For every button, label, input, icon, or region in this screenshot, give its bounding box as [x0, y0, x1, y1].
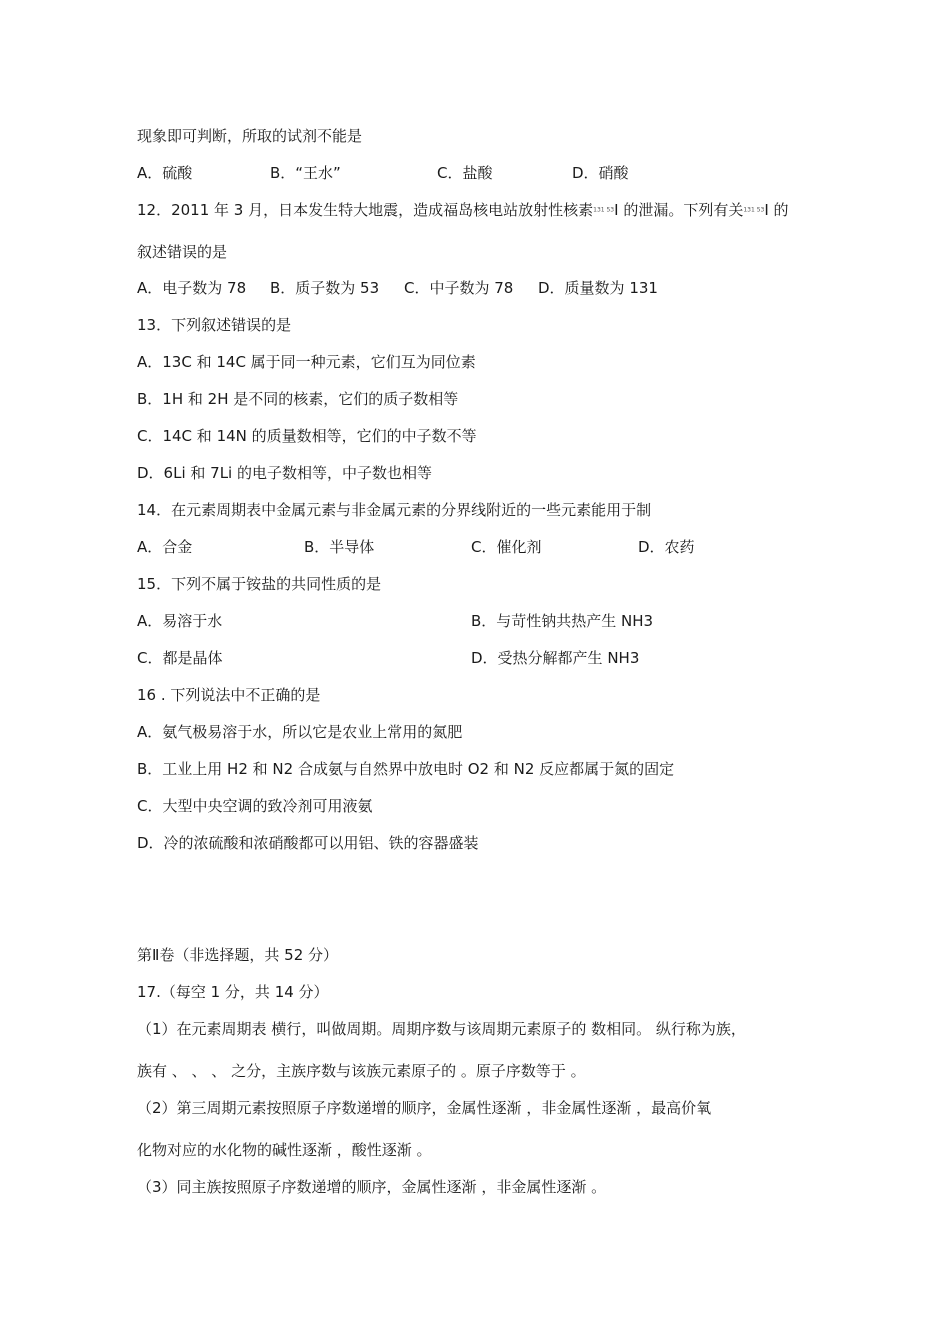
section-2-heading: 第Ⅱ卷（非选择题，共 52 分） — [137, 946, 339, 964]
q11-option-c: C．盐酸 — [437, 164, 493, 182]
q17-part2-line2: 化物对应的水化物的碱性逐渐 ，酸性逐渐 。 — [137, 1141, 432, 1159]
q17-part1-line1: （1）在元素周期表 横行，叫做周期。周期序数与该周期元素原子的 数相同。 纵行称为族， — [137, 1020, 746, 1038]
q17-part1-line2: 族有 、 、 、 之分，主族序数与该族元素原子的 。原子序数等于 。 — [137, 1062, 586, 1080]
isotope-notation: 131 53 — [593, 206, 615, 214]
q12-option-b: B．质子数为 53 — [270, 279, 380, 297]
q16-stem: 16 . 下列说法中不正确的是 — [137, 686, 321, 704]
q15-stem: 15．下列不属于铵盐的共同性质的是 — [137, 575, 382, 593]
q14-option-b: B．半导体 — [304, 538, 375, 556]
q12-stem-part1: 12．2011 年 3 月，日本发生特大地震，造成福岛核电站放射性核素 — [137, 201, 594, 219]
q11-option-a: A．硫酸 — [137, 164, 193, 182]
q16-option-d: D．冷的浓硫酸和浓硝酸都可以用铝、铁的容器盛装 — [137, 834, 479, 852]
q11-option-d: D．硝酸 — [572, 164, 629, 182]
q12-stem-part3: I 的 — [764, 201, 789, 219]
q12-option-a: A．电子数为 78 — [137, 279, 247, 297]
q11-option-b: B．“王水” — [270, 164, 341, 182]
q14-option-d: D．农药 — [638, 538, 695, 556]
q12-stem — [137, 200, 789, 221]
q12-stem-cont: 叙述错误的是 — [137, 243, 228, 261]
q15-option-d: D．受热分解都产生 NH3 — [471, 649, 640, 667]
q16-option-a: A．氨气极易溶于水，所以它是农业上常用的氮肥 — [137, 723, 463, 741]
q16-option-b: B．工业上用 H2 和 N2 合成氨与自然界中放电时 O2 和 N2 反应都属于氮的固定 — [137, 760, 675, 778]
isotope-notation: 131 53 — [743, 206, 765, 214]
q12-option-c: C．中子数为 78 — [404, 279, 514, 297]
q17-part3: （3）同主族按照原子序数递增的顺序，金属性逐渐 ，非金属性逐渐 。 — [137, 1178, 607, 1196]
q14-stem: 14．在元素周期表中金属元素与非金属元素的分界线附近的一些元素能用于制 — [137, 501, 652, 519]
q15-option-c: C．都是晶体 — [137, 649, 223, 667]
q13-option-a: A．13C 和 14C 属于同一种元素，它们互为同位素 — [137, 353, 476, 371]
q12-stem-part2: I 的泄漏。下列有关 — [614, 201, 744, 219]
q15-option-b: B．与苛性钠共热产生 NH3 — [471, 612, 654, 630]
q13-stem: 13．下列叙述错误的是 — [137, 316, 292, 334]
q11-stem-tail: 现象即可判断，所取的试剂不能是 — [137, 127, 363, 145]
q14-option-a: A．合金 — [137, 538, 193, 556]
q12-option-d: D．质量数为 131 — [538, 279, 658, 297]
q15-option-a: A．易溶于水 — [137, 612, 223, 630]
q14-option-c: C．催化剂 — [471, 538, 542, 556]
q13-option-c: C．14C 和 14N 的质量数相等，它们的中子数不等 — [137, 427, 477, 445]
q17-heading: 17.（每空 1 分，共 14 分） — [137, 983, 329, 1001]
q13-option-d: D．6Li 和 7Li 的电子数相等，中子数也相等 — [137, 464, 432, 482]
q13-option-b: B．1H 和 2H 是不同的核素，它们的质子数相等 — [137, 390, 459, 408]
q17-part2-line1: （2）第三周期元素按照原子序数递增的顺序，金属性逐渐 ，非金属性逐渐 ，最高价氧 — [137, 1099, 712, 1117]
q16-option-c: C．大型中央空调的致冷剂可用液氨 — [137, 797, 373, 815]
